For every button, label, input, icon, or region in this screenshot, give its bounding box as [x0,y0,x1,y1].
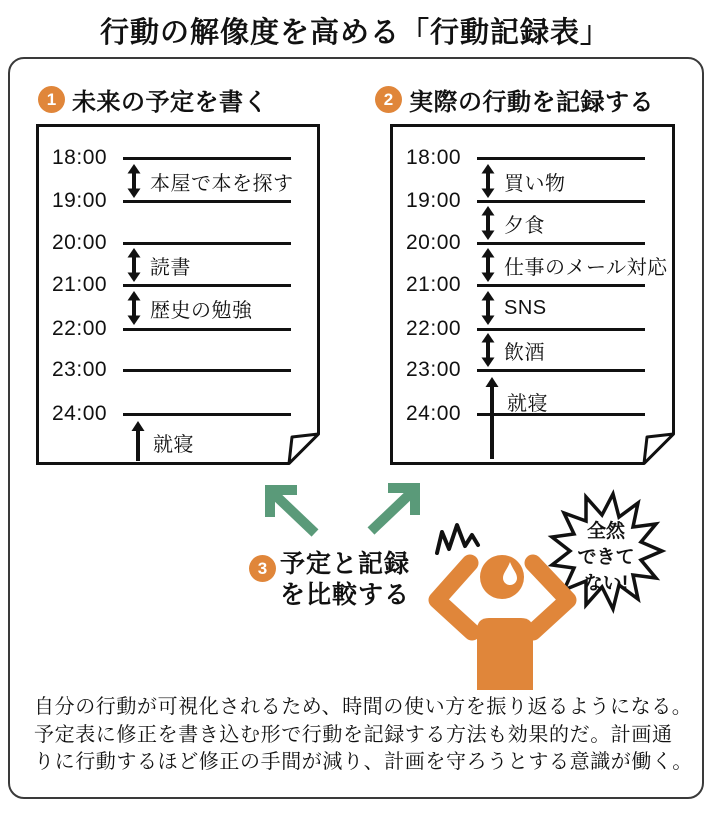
hour-line [477,413,645,416]
caption-line: 自分の行動が可視化されるため、時間の使い方を振り返るようになる。 [34,696,693,718]
step2-header [375,82,654,117]
time-label: 24:00 [52,402,108,425]
caption [34,694,693,777]
step3-number-badge: 3 [249,555,276,582]
time-label: 22:00 [406,317,462,340]
step1-number-badge: 1 [38,86,65,113]
step3-label-line1: 予定と記録 [280,550,411,578]
activity-row [479,248,668,282]
double-arrow-icon [479,333,497,367]
time-label: 19:00 [52,189,108,212]
time-label: 19:00 [406,189,462,212]
time-label: 23:00 [52,358,108,381]
activity-row [479,206,545,240]
hour-line [123,157,291,160]
hour-line [477,369,645,372]
activity-row [479,164,566,198]
activity-label: SNS [504,296,547,319]
activity-row [125,291,253,325]
activity-label: 就寝 [153,434,194,456]
hour-line [477,157,645,160]
folded-corner-icon [633,423,675,465]
step2-label: 実際の行動を記録する [409,89,654,116]
stressed-person-illustration [415,510,585,690]
speech-bubble-line: 全然 [586,521,626,542]
record-sheet [390,124,675,465]
hour-line [123,413,291,416]
double-arrow-icon [125,248,143,282]
step1-label: 未来の予定を書く [72,89,268,116]
hour-line [477,200,645,203]
up-arrow-icon [129,421,147,461]
time-label: 23:00 [406,358,462,381]
double-arrow-icon [479,291,497,325]
hour-line [123,328,291,331]
green-arrow-left-icon [258,480,328,542]
activity-label: 仕事のメール対応 [504,256,668,279]
step3-label-line2: を比較する [280,581,411,609]
activity-label: 本屋で本を探す [150,172,294,195]
time-label: 22:00 [52,317,108,340]
double-arrow-icon [125,164,143,198]
activity-row [479,291,547,325]
step1-header [38,82,268,117]
double-arrow-icon [125,291,143,325]
time-label: 18:00 [52,146,108,169]
activity-label: 歴史の勉強 [150,299,253,322]
time-label: 24:00 [406,402,462,425]
activity-label: 夕食 [504,214,545,237]
activity-label: 買い物 [504,172,566,195]
person-right-arm [533,563,568,632]
double-arrow-icon [479,164,497,198]
hour-line [477,284,645,287]
step2-number-badge: 2 [375,86,402,113]
person-head [480,555,524,599]
hour-line [123,369,291,372]
time-label: 18:00 [406,146,462,169]
activity-label: 就寝 [507,393,548,415]
long-up-arrow-icon [483,377,501,459]
time-label: 21:00 [406,273,462,296]
activity-row [125,164,294,198]
activity-row [125,248,191,282]
caption-line: 予定表に修正を書き込む形で行動を記録する方法も効果的だ。計画通 [34,723,673,746]
activity-row [479,333,545,367]
hour-line [123,284,291,287]
hour-line [477,242,645,245]
hour-line [123,200,291,203]
speech-bubble-line: できて [577,547,635,568]
plan-sheet [36,124,320,465]
page-title: 行動の解像度を高める「行動記録表」 [99,17,610,49]
time-label: 20:00 [406,231,462,254]
step3-label [280,549,410,611]
person-left-arm [437,563,472,632]
folded-corner-icon [278,423,320,465]
time-label: 21:00 [52,273,108,296]
double-arrow-icon [479,248,497,282]
caption-line: りに行動するほど修正の手間が減り、計画を守ろうとする意識が働く。 [34,751,693,773]
person-torso [477,618,533,690]
hour-line [123,242,291,245]
activity-label: 読書 [150,256,191,279]
hour-line [477,328,645,331]
time-label: 20:00 [52,231,108,254]
double-arrow-icon [479,206,497,240]
speech-bubble-line: ない! [583,573,629,594]
shock-lines-icon [437,525,478,553]
activity-label: 飲酒 [504,341,545,364]
